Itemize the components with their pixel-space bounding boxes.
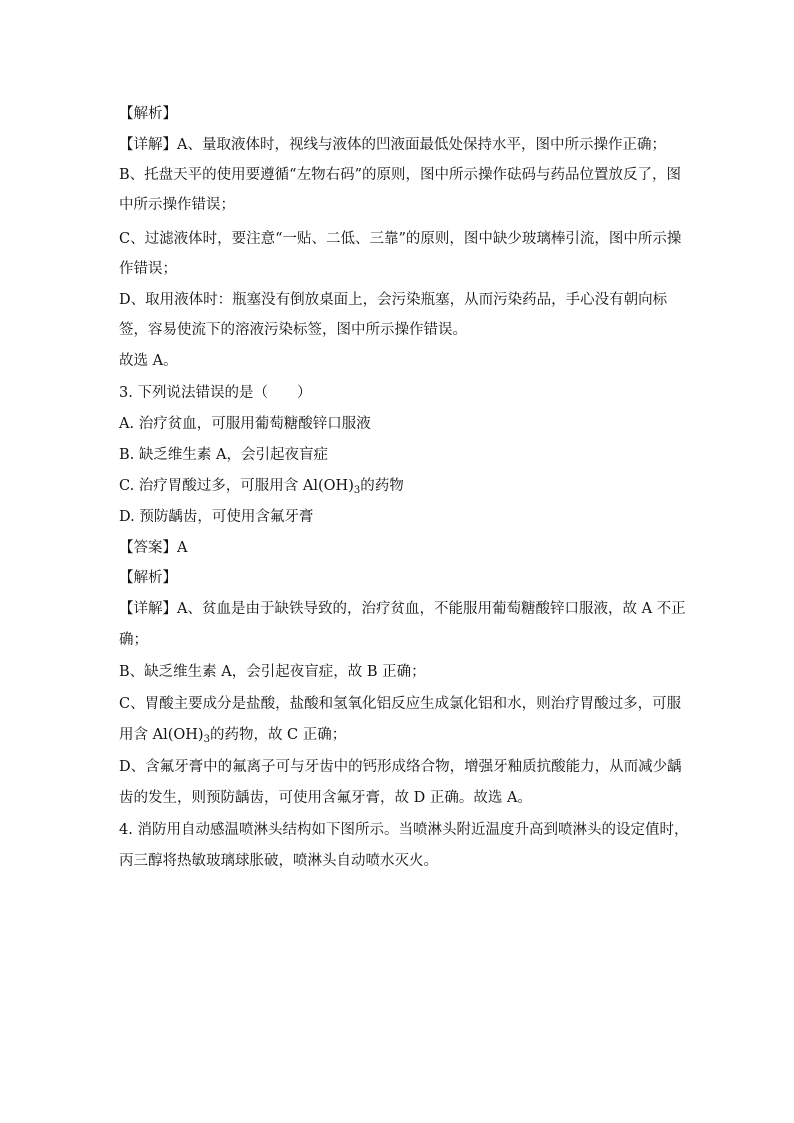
q3-question: 3. 下列说法错误的是（ ）	[119, 385, 312, 401]
q3-detail-line-1: 【详解】A、贫血是由于缺铁导致的，治疗贫血，不能服用葡萄糖酸锌口服液，故 A 不正	[119, 601, 686, 617]
q3-c-explanation-text: 用含 Al(OH)	[119, 727, 204, 743]
q2-option-b-explanation-line-2: 中所示操作错误；	[119, 197, 235, 213]
q2-option-d-explanation-line-1: D、取用液体时：瓶塞没有倒放桌面上，会污染瓶塞，从而污染药品，手心没有朝向标	[119, 292, 668, 308]
q3-c-explanation-subscript: 3	[203, 734, 210, 745]
q4-question-line-2: 丙三醇将热敏玻璃球胀破，喷淋头自动喷水灭火。	[119, 853, 438, 869]
q2-option-d-explanation-line-2: 签，容易使流下的溶液污染标签，图中所示操作错误。	[119, 322, 467, 338]
q3-option-d-explanation-line-1: D、含氟牙膏中的氟离子可与牙齿中的钙形成络合物，增强牙釉质抗酸能力，从而减少龋	[119, 759, 682, 775]
q3-option-a: A. 治疗贫血，可服用葡萄糖酸锌口服液	[119, 416, 371, 432]
q3-option-d-explanation-line-2: 齿的发生，则预防龋齿，可使用含氟牙膏，故 D 正确。故选 A。	[119, 790, 532, 806]
q3-option-c-explanation-line-2	[119, 725, 346, 750]
q2-analysis-label: 【解析】	[119, 106, 177, 122]
q3-option-b-explanation: B、缺乏维生素 A，会引起夜盲症，故 B 正确；	[119, 664, 426, 680]
q3-option-d: D. 预防龋齿，可使用含氟牙膏	[119, 509, 314, 525]
q2-option-c-explanation-line-2: 作错误；	[119, 261, 177, 277]
q3-option-c-text: C. 治疗胃酸过多，可服用含 Al(OH)	[119, 478, 354, 494]
q2-option-b-explanation-line-1: B、托盘天平的使用要遵循“左物右码”的原则，图中所示操作砝码与药品位置放反了，图	[119, 167, 681, 183]
q3-c-explanation-text-end: 的药物，故 C 正确；	[209, 727, 347, 743]
q3-option-c	[119, 476, 404, 501]
q4-question-line-1: 4. 消防用自动感温喷淋头结构如下图所示。当喷淋头附近温度升高到喷淋头的设定值时，	[119, 822, 689, 838]
q3-option-c-explanation-line-1: C、胃酸主要成分是盐酸，盐酸和氢氧化铝反应生成氯化铝和水，则治疗胃酸过多，可服	[119, 696, 682, 712]
q3-answer: 【答案】A	[119, 540, 188, 556]
q2-option-c-explanation-line-1: C、过滤液体时，要注意“一贴、二低、三靠”的原则，图中缺少玻璃棒引流，图中所示操	[119, 231, 682, 247]
q2-detail-line-1: 【详解】A、量取液体时，视线与液体的凹液面最低处保持水平，图中所示操作正确；	[119, 137, 666, 153]
q2-conclusion: 故选 A。	[119, 353, 178, 369]
q3-analysis-label: 【解析】	[119, 570, 177, 586]
q3-detail-line-2: 确；	[119, 632, 148, 648]
q3-option-c-text-end: 的药物	[360, 478, 404, 494]
q3-option-c-subscript: 3	[353, 485, 361, 496]
q3-option-b: B. 缺乏维生素 A，会引起夜盲症	[119, 447, 328, 463]
